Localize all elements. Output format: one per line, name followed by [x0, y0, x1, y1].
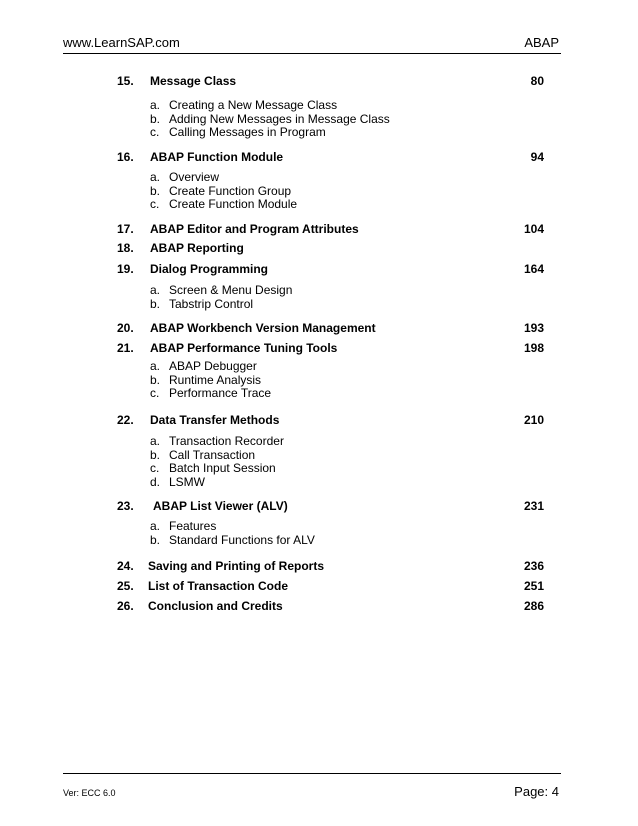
subitem-title: Standard Functions for ALV — [169, 532, 315, 547]
subitem-letter: c. — [150, 197, 160, 211]
subitem-title: Screen & Menu Design — [169, 283, 293, 297]
subitem-letter: a. — [150, 434, 161, 448]
section-number: 16. — [117, 150, 134, 164]
subitem-title: Creating a New Message Class — [169, 98, 338, 112]
subitem-title: Create Function Group — [169, 183, 292, 198]
section-number: 15. — [117, 74, 134, 88]
subitem-title: LSMW — [169, 474, 205, 489]
subitem-letter: d. — [150, 474, 161, 489]
section-page-number: 193 — [523, 321, 544, 335]
section-number: 25. — [117, 579, 134, 593]
section-number: 21. — [117, 341, 134, 355]
section-title: ABAP Editor and Program Attributes — [150, 222, 359, 236]
subitem-letter: a. — [150, 283, 161, 297]
subitem-title: ABAP Debugger — [169, 359, 257, 373]
subitem-letter: a. — [150, 519, 161, 533]
section-number: 17. — [117, 222, 134, 236]
subitem-title: Runtime Analysis — [169, 372, 262, 387]
section-number: 20. — [117, 321, 134, 335]
subitem-letter: b. — [150, 447, 161, 462]
subitem-title: Batch Input Session — [169, 461, 276, 475]
subitem-title: Call Transaction — [169, 447, 256, 462]
section-page-number: 210 — [523, 413, 544, 427]
section-number: 22. — [117, 413, 134, 427]
subitem-title: Create Function Module — [169, 197, 298, 211]
section-title: ABAP Performance Tuning Tools — [150, 341, 338, 355]
site-name: www.LearnSAP.com — [63, 35, 180, 50]
subitem-title: Features — [169, 519, 217, 533]
section-number: 18. — [117, 241, 134, 255]
header-topic: ABAP — [524, 35, 559, 50]
subitem-letter: a. — [150, 170, 161, 184]
version-label: Ver: ECC 6.0 — [63, 788, 116, 798]
subitem-letter: b. — [150, 532, 161, 547]
section-title: Message Class — [150, 74, 237, 88]
section-page-number: 104 — [523, 222, 544, 236]
page-footer — [63, 773, 561, 799]
subitem-letter: c. — [150, 125, 160, 139]
page-number: Page: 4 — [514, 784, 559, 799]
subitem-letter: c. — [150, 461, 160, 475]
subitem-title: Adding New Messages in Message Class — [169, 111, 390, 126]
section-page-number: 231 — [523, 499, 544, 513]
section-title: ABAP Function Module — [150, 150, 284, 164]
section-title: Data Transfer Methods — [150, 413, 280, 427]
section-page-number: 164 — [523, 262, 544, 276]
subitem-letter: b. — [150, 183, 161, 198]
section-page-number: 251 — [523, 579, 544, 593]
subitem-letter: b. — [150, 296, 161, 311]
subitem-letter: b. — [150, 111, 161, 126]
subitem-title: Overview — [169, 170, 220, 184]
section-title: ABAP Reporting — [150, 241, 244, 255]
section-page-number: 286 — [523, 599, 544, 613]
subitem-letter: b. — [150, 372, 161, 387]
subitem-letter: a. — [150, 98, 161, 112]
subitem-title: Calling Messages in Program — [169, 125, 326, 139]
subitem-title: Tabstrip Control — [169, 296, 254, 311]
section-number: 26. — [117, 599, 134, 613]
section-title: List of Transaction Code — [148, 579, 289, 593]
section-number: 24. — [117, 559, 134, 573]
section-page-number: 198 — [523, 341, 544, 355]
section-title: ABAP List Viewer (ALV) — [153, 499, 288, 513]
section-page-number: 94 — [530, 150, 544, 164]
section-title: Dialog Programming — [150, 262, 269, 276]
subitem-title: Transaction Recorder — [169, 434, 284, 448]
subitem-title: Performance Trace — [169, 386, 272, 400]
subitem-letter: a. — [150, 359, 161, 373]
section-page-number: 236 — [523, 559, 544, 573]
section-page-number: 80 — [530, 74, 544, 88]
section-title: Saving and Printing of Reports — [148, 559, 325, 573]
section-title: ABAP Workbench Version Management — [150, 321, 376, 335]
section-number: 23. — [117, 499, 134, 513]
section-title: Conclusion and Credits — [148, 599, 283, 613]
section-number: 19. — [117, 262, 134, 276]
subitem-letter: c. — [150, 386, 160, 400]
